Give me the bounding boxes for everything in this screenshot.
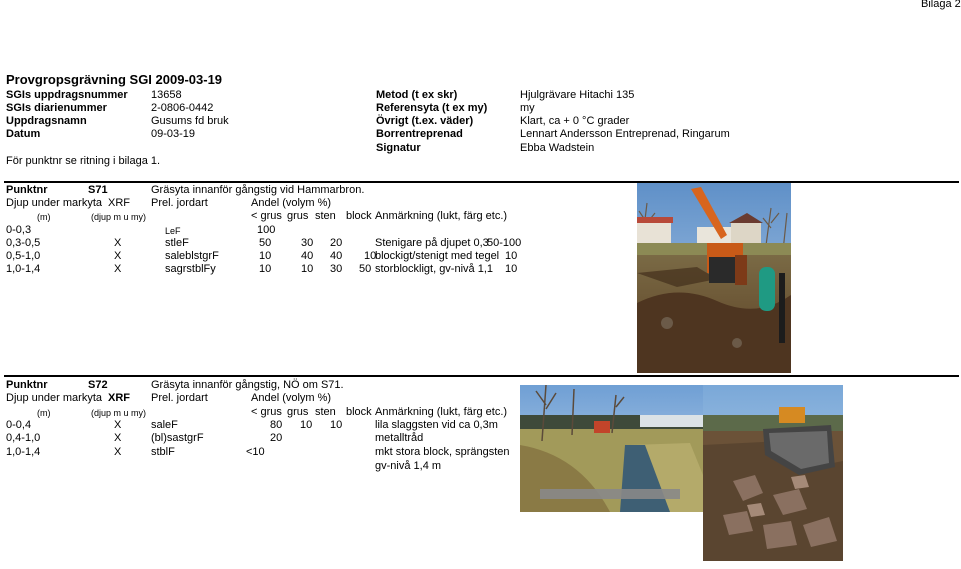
table-row-lt-grus: 80 bbox=[270, 419, 283, 431]
divider-line bbox=[4, 181, 959, 183]
table-row-remark: lila slaggsten vid ca 0,3m bbox=[375, 419, 498, 431]
table-row-jordart: (bl)sastgrF bbox=[151, 432, 204, 444]
table-row-depth: 0,3-0,5 bbox=[6, 237, 41, 249]
table-row-extra: 50-100 bbox=[487, 237, 522, 249]
col-header-xrf: XRF bbox=[108, 197, 130, 209]
table-row-depth: 1,0-1,4 bbox=[6, 446, 41, 458]
table-row-xrf: X bbox=[114, 250, 122, 262]
header-value-uppdragsnamn: Gusums fd bruk bbox=[151, 115, 229, 127]
table-row-jordart: stleF bbox=[165, 237, 189, 249]
table-row-remark-2: gv-nivå 1,4 m bbox=[375, 460, 442, 472]
header-label-borrentreprenad: Borrentreprenad bbox=[376, 128, 463, 140]
col-header-block: block bbox=[346, 210, 372, 222]
header-label-ovrigt: Övrigt (t.ex. väder) bbox=[376, 115, 474, 127]
page-title: Provgropsgrävning SGI 2009-03-19 bbox=[6, 72, 223, 87]
punktnr-label: Punktnr bbox=[6, 184, 48, 196]
col-header-xrf: XRF bbox=[108, 392, 130, 404]
table-row-grus: 10 bbox=[301, 263, 314, 275]
col-header-andel: Andel (volym %) bbox=[251, 392, 332, 404]
table-row-xrf: X bbox=[114, 419, 122, 431]
table-row-lt-grus: 10 bbox=[259, 263, 272, 275]
table-row-xrf: X bbox=[114, 263, 122, 275]
table-row-jordart: stblF bbox=[151, 446, 175, 458]
table-row-depth: 0,4-1,0 bbox=[6, 432, 41, 444]
table-row-xrf: X bbox=[114, 446, 122, 458]
table-row-xrf: X bbox=[114, 432, 122, 444]
header-value-referensyta: my bbox=[520, 102, 535, 114]
col-header-anm: Anmärkning (lukt, färg etc.) bbox=[375, 406, 508, 418]
table-row-sten: 20 bbox=[330, 237, 343, 249]
table-row-block: 50 bbox=[359, 263, 372, 275]
table-row-block: 10 bbox=[364, 250, 377, 262]
location-text: Gräsyta innanför gångstig vid Hammarbron. bbox=[151, 184, 365, 196]
boulder-photo-icon bbox=[703, 385, 843, 561]
table-row-xrf: X bbox=[114, 237, 122, 249]
table-row-sten: 10 bbox=[330, 419, 343, 431]
table-row-lt-grus: <10 bbox=[246, 446, 265, 458]
table-row-extra: 10 bbox=[505, 250, 518, 262]
header-label-diarienummer: SGIs diarienummer bbox=[6, 102, 107, 114]
excavator-photo-s71 bbox=[637, 183, 791, 373]
table-row-remark: mkt stora block, sprängsten bbox=[375, 446, 510, 458]
col-header-lt-grus: < grus bbox=[251, 406, 282, 418]
punktnr-value: S71 bbox=[88, 184, 108, 196]
col-header-djup: Djup under markyta bbox=[6, 392, 102, 404]
table-row-jordart: saleF bbox=[151, 419, 178, 431]
location-text: Gräsyta innanför gångstig, NÖ om S71. bbox=[151, 379, 344, 391]
table-row-remark: storblockligt, gv-nivå 1,1 bbox=[375, 263, 493, 275]
col-unit-m: (m) bbox=[37, 408, 51, 418]
table-row-lt-grus: 10 bbox=[259, 250, 272, 262]
note-text: För punktnr se ritning i bilaga 1. bbox=[6, 155, 161, 167]
table-row-lt-grus: 50 bbox=[259, 237, 272, 249]
header-label-referensyta: Referensyta (t ex my) bbox=[376, 102, 488, 114]
col-header-djup: Djup under markyta bbox=[6, 197, 102, 209]
table-row-depth: 0-0,3 bbox=[6, 224, 32, 236]
col-header-grus: grus bbox=[287, 406, 309, 418]
col-header-anm: Anmärkning (lukt, färg etc.) bbox=[375, 210, 508, 222]
table-row-grus: 40 bbox=[301, 250, 314, 262]
table-row-remark: Stenigare på djupet 0,3 bbox=[375, 237, 489, 249]
table-row-sten: 40 bbox=[330, 250, 343, 262]
col-header-lt-grus: < grus bbox=[251, 210, 282, 222]
boulder-photo-s72 bbox=[703, 385, 843, 561]
excavator-photo-icon bbox=[637, 183, 791, 373]
table-row-jordart: LeF bbox=[165, 226, 181, 236]
table-row-lt-grus: 100 bbox=[257, 224, 276, 236]
table-row-remark: metalltråd bbox=[375, 432, 424, 444]
header-label-metod: Metod (t ex skr) bbox=[376, 89, 458, 101]
table-row-depth: 0-0,4 bbox=[6, 419, 32, 431]
header-value-diarienummer: 2-0806-0442 bbox=[151, 102, 214, 114]
col-header-prel: Prel. jordart bbox=[151, 392, 208, 404]
table-row-jordart: saleblstgrF bbox=[165, 250, 219, 262]
page-label: Bilaga 2 bbox=[921, 0, 961, 10]
table-row-sten: 30 bbox=[330, 263, 343, 275]
canal-photo-icon bbox=[520, 385, 703, 512]
col-header-andel: Andel (volym %) bbox=[251, 197, 332, 209]
punktnr-value: S72 bbox=[88, 379, 108, 391]
header-value-borrentreprenad: Lennart Andersson Entreprenad, Ringarum bbox=[520, 128, 730, 140]
col-unit-m: (m) bbox=[37, 212, 51, 222]
divider-line bbox=[4, 375, 959, 377]
table-row-grus: 10 bbox=[300, 419, 313, 431]
header-label-uppdragsnamn: Uppdragsnamn bbox=[6, 115, 87, 127]
table-row-remark: blockigt/stenigt med tegel bbox=[375, 250, 500, 262]
col-header-grus: grus bbox=[287, 210, 309, 222]
header-value-datum: 09-03-19 bbox=[151, 128, 196, 140]
col-header-sten: sten bbox=[315, 406, 336, 418]
header-label-uppdragsnummer: SGIs uppdragsnummer bbox=[6, 89, 128, 101]
header-value-metod: Hjulgrävare Hitachi 135 bbox=[520, 89, 635, 101]
col-header-block: block bbox=[346, 406, 372, 418]
header-label-signatur: Signatur bbox=[376, 142, 421, 154]
header-value-ovrigt: Klart, ca + 0 °C grader bbox=[520, 115, 630, 127]
header-label-datum: Datum bbox=[6, 128, 41, 140]
col-header-prel: Prel. jordart bbox=[151, 197, 208, 209]
table-row-jordart: sagrstblFy bbox=[165, 263, 216, 275]
col-unit-djup: (djup m u my) bbox=[91, 212, 147, 222]
punktnr-label: Punktnr bbox=[6, 379, 48, 391]
col-header-sten: sten bbox=[315, 210, 336, 222]
table-row-depth: 1,0-1,4 bbox=[6, 263, 41, 275]
header-value-signatur: Ebba Wadstein bbox=[520, 142, 595, 154]
header-value-uppdragsnummer: 13658 bbox=[151, 89, 182, 101]
table-row-grus: 30 bbox=[301, 237, 314, 249]
table-row-extra: 10 bbox=[505, 263, 518, 275]
col-unit-djup: (djup m u my) bbox=[91, 408, 147, 418]
canal-photo-s72 bbox=[520, 385, 703, 512]
table-row-depth: 0,5-1,0 bbox=[6, 250, 41, 262]
table-row-lt-grus: 20 bbox=[270, 432, 283, 444]
